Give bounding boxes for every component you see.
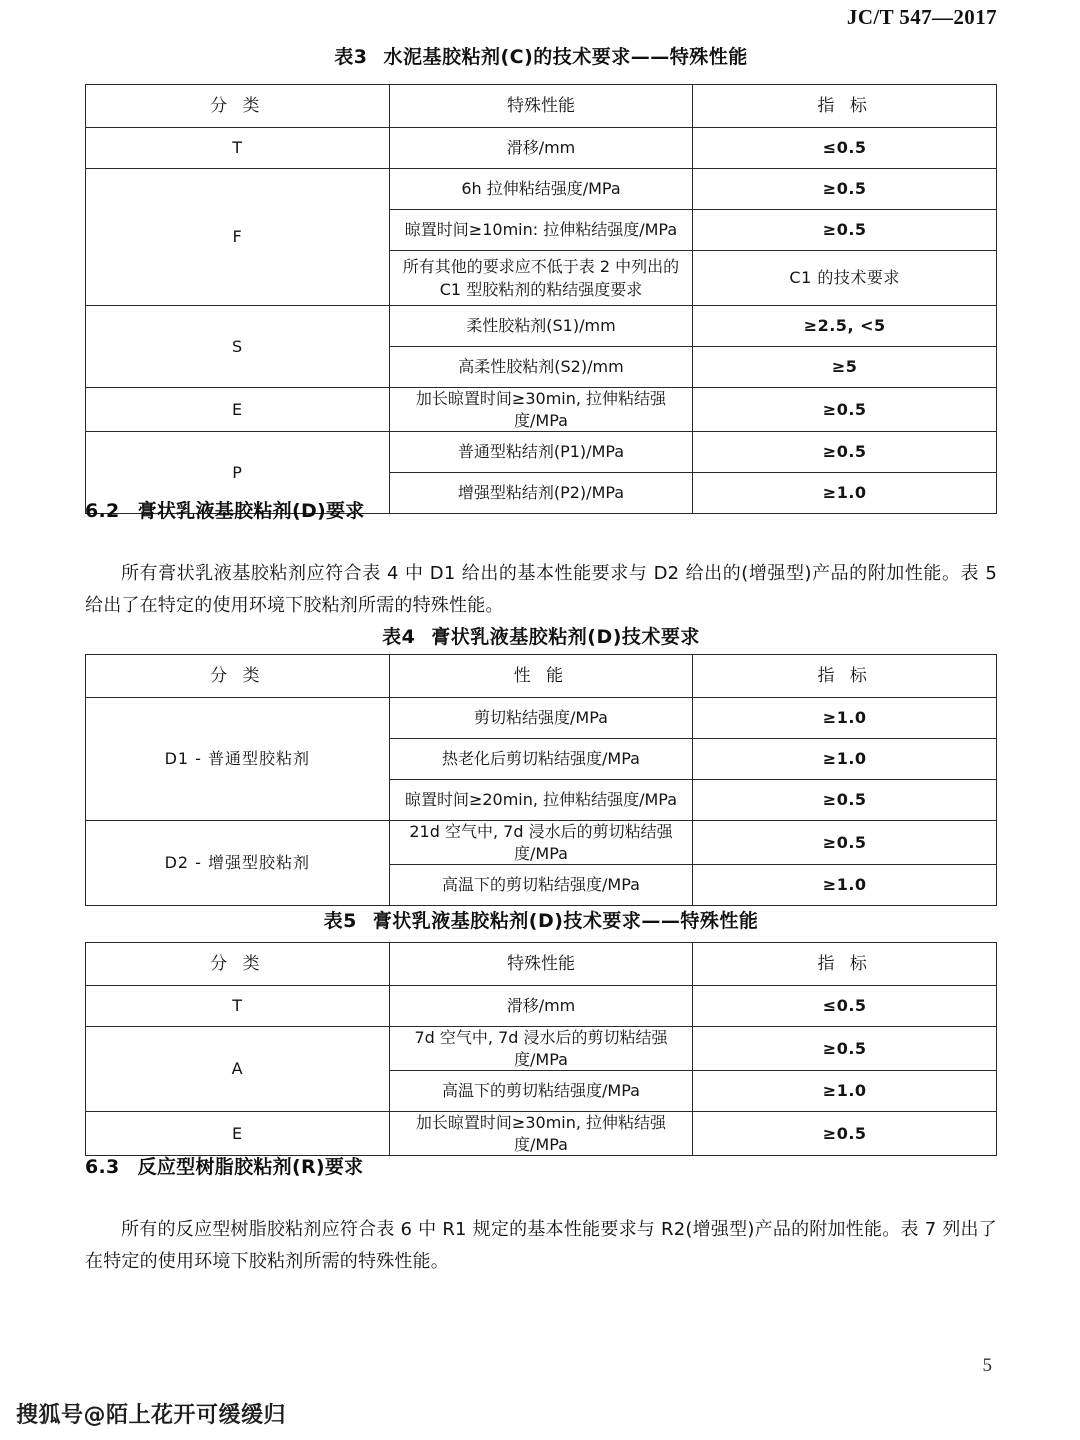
table4-header-category: 分 类 [86,655,390,698]
table3 [85,84,997,514]
table5-cell-category: A [86,1027,390,1112]
table4-header-row [86,655,997,698]
table5-cell-performance: 7d 空气中, 7d 浸水后的剪切粘结强度/MPa [389,1027,693,1071]
table5-cell-performance: 高温下的剪切粘结强度/MPa [389,1071,693,1112]
table3-cell-index: ≥5 [693,347,997,388]
table4-header-index: 指 标 [693,655,997,698]
table3-cell-category: F [86,169,390,306]
table5-body [86,986,997,1156]
table3-cell-performance: 晾置时间≥10min: 拉伸粘结强度/MPa [389,210,693,251]
table5-cell-performance: 加长晾置时间≥30min, 拉伸粘结强度/MPa [389,1112,693,1156]
table4-cell-category: D1 - 普通型胶粘剂 [86,698,390,821]
page-number: 5 [982,1355,992,1376]
table3-cell-index: ≥2.5, <5 [693,306,997,347]
table3-cell-performance: 加长晾置时间≥30min, 拉伸粘结强度/MPa [389,388,693,432]
table5-head [86,943,997,986]
table5-caption [85,906,997,933]
table3-cell-performance: 增强型粘结剂(P2)/MPa [389,473,693,514]
section-6-3-paragraph-text: 所有的反应型树脂胶粘剂应符合表 6 中 R1 规定的基本性能要求与 R2(增强型)产品的附加性能。表 7 列出了在特定的使用环境下胶粘剂所需的特殊性能。 [85,1219,997,1272]
table3-caption-number: 表3 [334,46,368,68]
table-row [86,388,997,432]
table3-head [86,85,997,128]
table4-cell-index: ≥0.5 [693,780,997,821]
table-row [86,1112,997,1156]
table4-wrapper [85,654,997,906]
table3-cell-category: E [86,388,390,432]
table4-caption [85,622,997,649]
table4-cell-index: ≥1.0 [693,739,997,780]
table4-cell-performance: 晾置时间≥20min, 拉伸粘结强度/MPa [389,780,693,821]
table5-caption-text: 膏状乳液基胶粘剂(D)技术要求——特殊性能 [372,910,759,932]
table5-header-performance: 特殊性能 [389,943,693,986]
section-6-3-number: 6.3 [85,1156,120,1178]
table5-cell-index: ≥0.5 [693,1027,997,1071]
table3-cell-index: ≥0.5 [693,388,997,432]
table3-caption [85,42,997,69]
table4-cell-performance: 剪切粘结强度/MPa [389,698,693,739]
table3-cell-category: S [86,306,390,388]
table3-cell-performance: 普通型粘结剂(P1)/MPa [389,432,693,473]
table4-cell-performance: 热老化后剪切粘结强度/MPa [389,739,693,780]
table4-cell-performance: 21d 空气中, 7d 浸水后的剪切粘结强度/MPa [389,821,693,865]
table4-body [86,698,997,906]
table5-header-row [86,943,997,986]
table-row [86,1027,997,1071]
table5-cell-index: ≤0.5 [693,986,997,1027]
table-row [86,698,997,739]
section-6-2-paragraph-text: 所有膏状乳液基胶粘剂应符合表 4 中 D1 给出的基本性能要求与 D2 给出的(增强型)产品的附加性能。表 5 给出了在特定的使用环境下胶粘剂所需的特殊性能。 [85,563,997,616]
table-row [86,432,997,473]
table3-cell-category: P [86,432,390,514]
table4-caption-text: 膏状乳液基胶粘剂(D)技术要求 [431,626,700,648]
table4-cell-index: ≥1.0 [693,865,997,906]
table3-cell-index: ≤0.5 [693,128,997,169]
table5-cell-index: ≥1.0 [693,1071,997,1112]
table3-cell-category: T [86,128,390,169]
table4-cell-category: D2 - 增强型胶粘剂 [86,821,390,906]
table5-wrapper [85,942,997,1156]
table3-cell-index: ≥0.5 [693,169,997,210]
table3-cell-index: ≥0.5 [693,210,997,251]
table5-cell-index: ≥0.5 [693,1112,997,1156]
table3-header-performance: 特殊性能 [389,85,693,128]
table3-cell-index: ≥1.0 [693,473,997,514]
table4-caption-number: 表4 [382,626,416,648]
section-6-2-title: 膏状乳液基胶粘剂(D)要求 [137,500,365,522]
table3-cell-performance: 柔性胶粘剂(S1)/mm [389,306,693,347]
table-row [86,306,997,347]
table3-cell-performance: 所有其他的要求应不低于表 2 中列出的 C1 型胶粘剂的粘结强度要求 [389,251,693,306]
document-header-standard-code: JC/T 547—2017 [846,5,997,29]
table5-cell-category: T [86,986,390,1027]
section-6-2-heading [85,496,997,523]
table-row [86,169,997,210]
table4-cell-index: ≥0.5 [693,821,997,865]
table3-cell-index: ≥0.5 [693,432,997,473]
watermark-text: 搜狐号@陌上花开可缓缓归 [16,1403,287,1428]
table-row [86,128,997,169]
section-6-3-heading [85,1152,997,1179]
table4-head [86,655,997,698]
table5-header-category: 分 类 [86,943,390,986]
table4-cell-performance: 高温下的剪切粘结强度/MPa [389,865,693,906]
section-6-3-paragraph [85,1196,997,1295]
table5-caption-number: 表5 [323,910,357,932]
table3-header-category: 分 类 [86,85,390,128]
table-row [86,821,997,865]
table3-cell-performance: 6h 拉伸粘结强度/MPa [389,169,693,210]
table5 [85,942,997,1156]
table3-cell-performance: 高柔性胶粘剂(S2)/mm [389,347,693,388]
table5-cell-performance: 滑移/mm [389,986,693,1027]
table3-body [86,128,997,514]
table3-cell-performance: 滑移/mm [389,128,693,169]
table4 [85,654,997,906]
table3-header-row [86,85,997,128]
table3-caption-text: 水泥基胶粘剂(C)的技术要求——特殊性能 [383,46,748,68]
table3-header-index: 指 标 [693,85,997,128]
section-6-3-title: 反应型树脂胶粘剂(R)要求 [137,1156,364,1178]
table3-wrapper [85,84,997,514]
table-row [86,986,997,1027]
table3-cell-index: C1 的技术要求 [693,251,997,306]
table5-header-index: 指 标 [693,943,997,986]
table4-cell-index: ≥1.0 [693,698,997,739]
table5-cell-category: E [86,1112,390,1156]
section-6-2-number: 6.2 [85,500,120,522]
table4-header-performance: 性 能 [389,655,693,698]
